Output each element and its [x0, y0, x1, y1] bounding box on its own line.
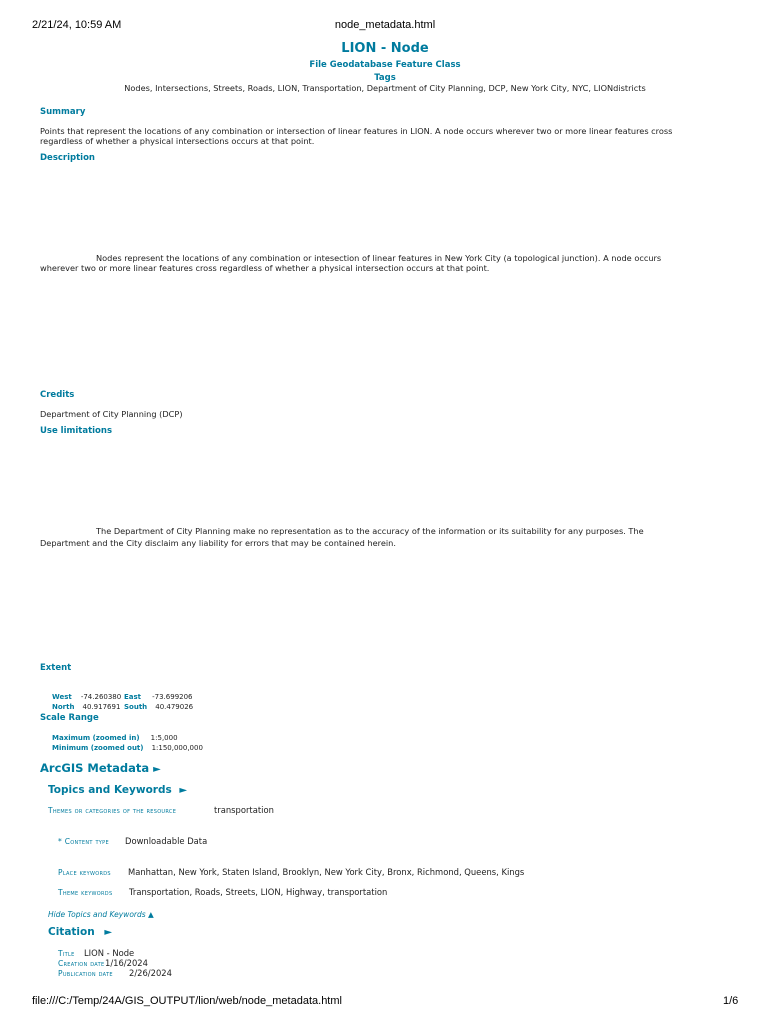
publication-date-value: 2/26/2024: [129, 968, 172, 978]
summary-heading: Summary: [40, 107, 86, 117]
extent-south: [124, 694, 193, 713]
print-footer-url: file:///C:/Temp/24A/GIS_OUTPUT/lion/web/node_metadata.html: [32, 995, 342, 1007]
themes-value: transportation: [214, 805, 274, 815]
use-limitations-heading: Use limitations: [40, 426, 113, 436]
scale-max-value: 1:5,000: [150, 734, 178, 742]
hide-topics-link[interactable]: Hide Topics and Keywords ▲: [48, 910, 154, 919]
scale-max-label: Maximum (zoomed in): [52, 734, 140, 742]
description-line-1: Nodes represent the locations of any combination or intesection of linear features in New York City (a topological junction). A node occurs: [96, 253, 662, 263]
themes-label: Themes or categories of the resource: [48, 806, 177, 815]
use-limitations-line-2: Department and the City disclaim any liability for errors that may be contained herein.: [40, 538, 396, 548]
creation-date-value: 1/16/2024: [105, 958, 148, 968]
credits-text: Department of City Planning (DCP): [40, 409, 183, 419]
topics-keywords-label: Topics and Keywords: [48, 784, 172, 796]
print-page-number: 1/6: [723, 995, 739, 1007]
expand-arrow-icon: ►: [179, 785, 188, 796]
citation-title-value: LION - Node: [84, 948, 135, 958]
tags-heading: Tags: [374, 73, 396, 83]
citation-toggle[interactable]: [48, 926, 112, 938]
creation-date-label: Creation date: [58, 959, 105, 968]
topics-keywords-toggle[interactable]: [48, 784, 187, 796]
place-keywords-label: Place keywords: [58, 868, 111, 877]
theme-keywords-label: Theme keywords: [58, 888, 113, 897]
north-label: North: [52, 703, 75, 711]
summary-line-2: regardless of whether a physical intersections occurs at that point.: [40, 136, 315, 146]
citation-label: Citation: [48, 926, 95, 938]
tags-list: Nodes, Intersections, Streets, Roads, LION, Transportation, Department of City Planning, DCP, New York City, NYC, LIONdistricts: [124, 83, 646, 93]
print-datetime: 2/21/24, 10:59 AM: [32, 19, 122, 31]
page-title: LION - Node: [341, 41, 429, 56]
credits-heading: Credits: [40, 390, 75, 400]
arcgis-metadata-toggle[interactable]: [40, 761, 161, 775]
description-heading: Description: [40, 153, 95, 163]
summary-line-1: Points that represent the locations of any combination or intersection of linear features in LION. A node occurs wherever two or more linear features cross: [40, 126, 673, 136]
extent-row-2: [52, 694, 120, 713]
east-label: East: [124, 693, 142, 701]
citation-title-label: Title: [58, 949, 75, 958]
print-filename: node_metadata.html: [334, 19, 436, 31]
scale-min-label: Minimum (zoomed out): [52, 744, 144, 752]
page-subtitle: File Geodatabase Feature Class: [309, 60, 461, 70]
scale-range-heading: Scale Range: [40, 713, 99, 723]
description-line-2: wherever two or more linear features cross regardless of whether a physical intersection occurs at that point.: [40, 263, 490, 273]
west-value: -74.260380: [80, 693, 122, 701]
publication-date-label: Publication date: [58, 969, 113, 978]
west-label: West: [52, 693, 72, 701]
north-value: 40.917691: [82, 703, 121, 711]
expand-arrow-icon: ►: [153, 764, 161, 775]
scale-min-row: [52, 735, 203, 754]
scale-min-value: 1:150,000,000: [151, 744, 203, 752]
place-keywords-value: Manhattan, New York, Staten Island, Brooklyn, New York City, Bronx, Richmond, Queens, Kings: [128, 867, 525, 877]
content-type-value: Downloadable Data: [125, 836, 208, 846]
arcgis-metadata-label: ArcGIS Metadata: [40, 761, 150, 775]
expand-arrow-icon: ►: [104, 927, 113, 938]
content-type-label: * Content type: [58, 837, 109, 846]
use-limitations-line-1: The Department of City Planning make no representation as to the accuracy of the information or its suitability for any purposes. The: [96, 526, 644, 536]
extent-heading: Extent: [40, 663, 72, 673]
south-label: South: [124, 703, 148, 711]
south-value: 40.479026: [155, 703, 194, 711]
theme-keywords-value: Transportation, Roads, Streets, LION, Highway, transportation: [129, 887, 388, 897]
east-value: -73.699206: [152, 693, 193, 701]
